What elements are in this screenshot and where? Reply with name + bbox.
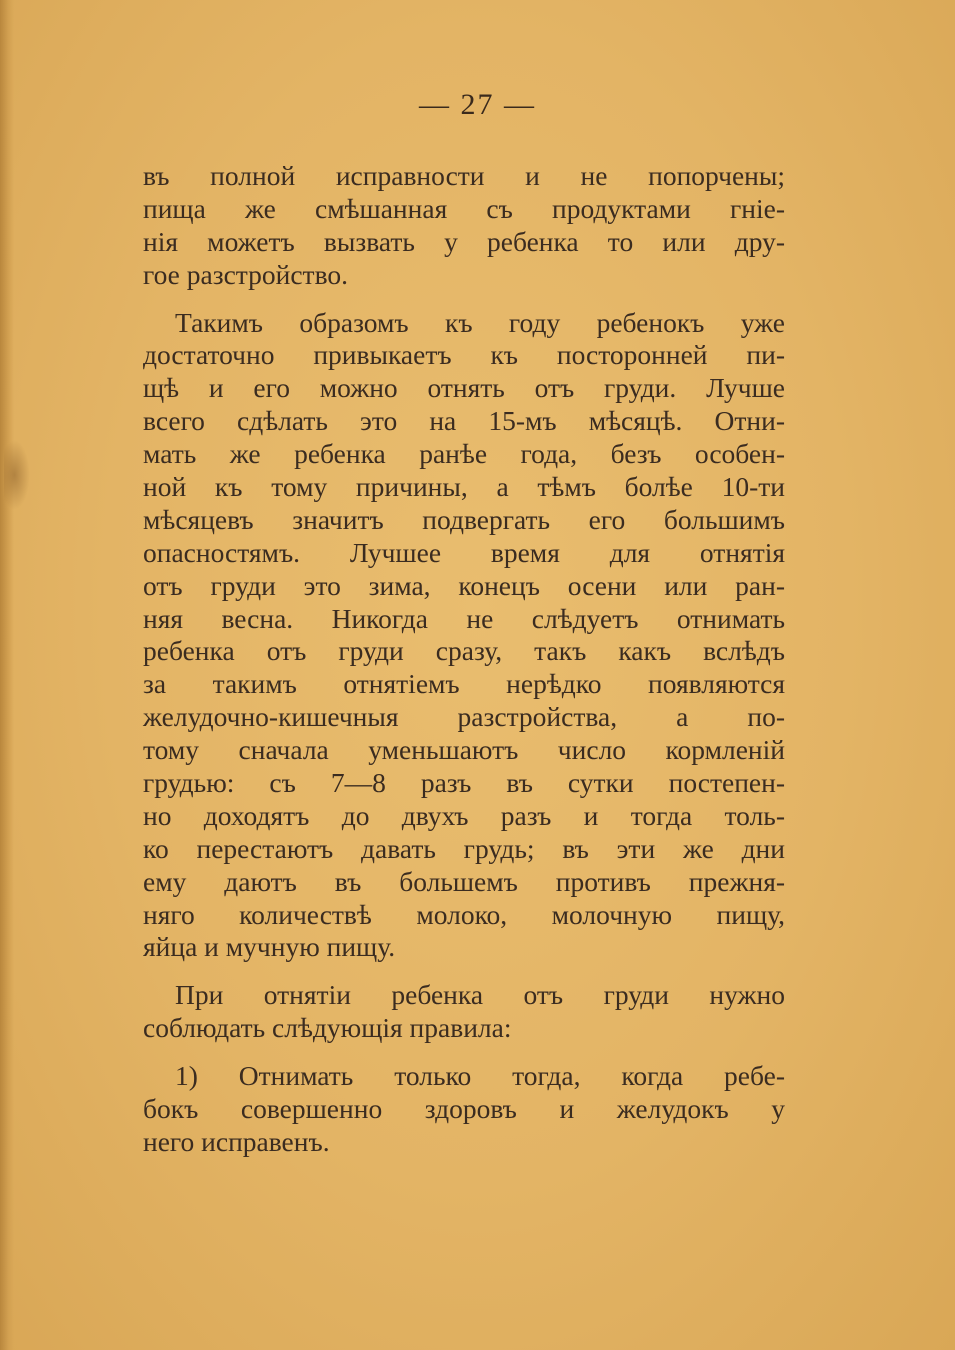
paragraph-3 (143, 979, 785, 1045)
text-line: опасностямъ. Лучшее время для отнятiя (143, 536, 785, 568)
text-line: мѣсяцевъ значитъ подвергать его большимъ (143, 503, 785, 535)
text-line: При отнятiи ребенка отъ груди нужно (175, 979, 785, 1011)
paragraph-gap (143, 964, 785, 979)
text-line: гое разстройство. (143, 258, 349, 290)
paper-stain (4, 440, 30, 510)
text-line: нiя можетъ вызвать у ребенка то или дру- (143, 225, 785, 257)
paragraph-1 (143, 160, 785, 292)
text-line: ему даютъ въ большемъ противъ прежня- (143, 865, 785, 897)
text-line: 1) Отнимать только тогда, когда ребе- (175, 1060, 785, 1092)
paragraph-4 (143, 1060, 785, 1159)
text-line: щѣ и его можно отнять отъ груди. Лучше (143, 372, 785, 404)
text-line: въ полной исправности и не попорчены; (143, 160, 785, 191)
page-edge-shadow (0, 0, 14, 1350)
text-line: желудочно-кишечныя разстройства, а по- (143, 701, 785, 733)
text-line: ребенка отъ груди сразу, такъ какъ вслѣдъ (143, 635, 785, 667)
text-line: за такимъ отнятiемъ нерѣдко появляются (143, 668, 785, 700)
text-line: грудью: съ 7—8 разъ въ сутки постепен- (143, 767, 785, 799)
text-line: но доходятъ до двухъ разъ и тогда толь- (143, 799, 785, 831)
text-line: ной къ тому причины, а тѣмъ болѣе 10-ти (143, 471, 785, 503)
text-line: него исправенъ. (143, 1125, 330, 1157)
page-number: — 27 — (419, 88, 536, 121)
text-line: соблюдать слѣдующiя правила: (143, 1012, 512, 1044)
paragraph-gap (143, 1045, 785, 1060)
text-line: тому сначала уменьшаютъ число кормленiй (143, 734, 785, 766)
text-line: всего сдѣлать это на 15-мъ мѣсяцѣ. Отни- (143, 405, 785, 437)
text-line: няя весна. Никогда не слѣдуетъ отнимать (143, 602, 785, 634)
paragraph-2 (143, 307, 785, 965)
text-line: няго количествѣ молоко, молочную пищу, (143, 898, 785, 930)
text-line: отъ груди это зима, конецъ осени или ран- (143, 569, 785, 601)
text-line: Такимъ образомъ къ году ребенокъ уже (175, 306, 785, 338)
text-line: бокъ совершенно здоровъ и желудокъ у (143, 1093, 785, 1125)
body-text (143, 160, 785, 1159)
paragraph-gap (143, 292, 785, 307)
text-line: достаточно привыкаетъ къ посторонней пи- (143, 339, 785, 371)
text-line: ко перестаютъ давать грудь; въ эти же дни (143, 832, 785, 864)
text-line: мать же ребенка ранѣе года, безъ особен- (143, 438, 785, 470)
text-line: пища же смѣшанная съ продуктами гнiе- (143, 192, 785, 224)
text-line: яйца и мучную пищу. (143, 931, 396, 963)
